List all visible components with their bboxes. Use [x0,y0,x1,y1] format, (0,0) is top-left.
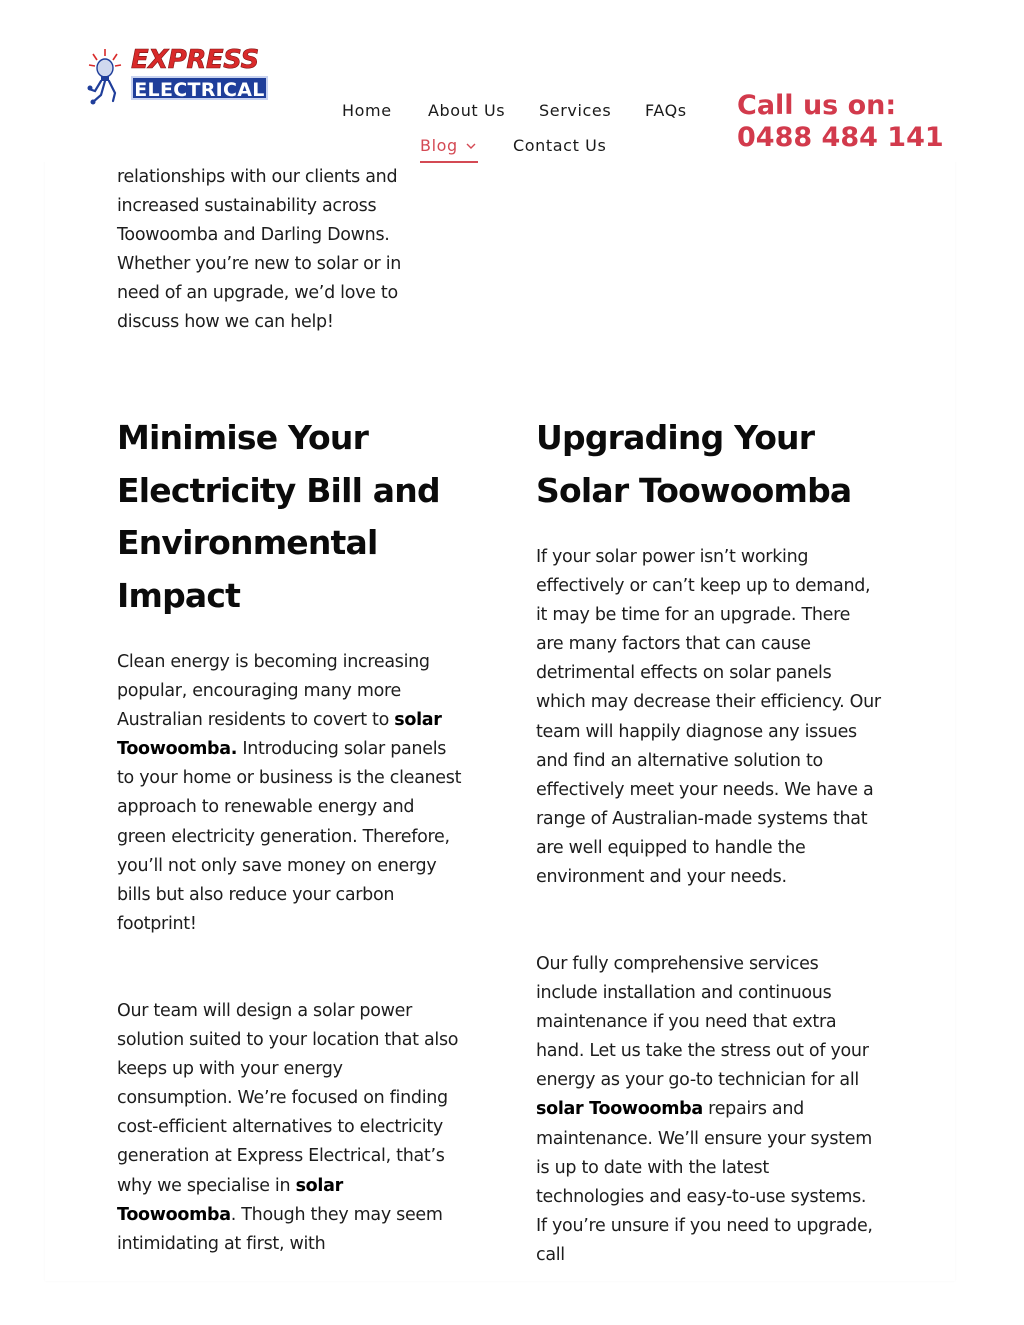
left-p2-text: Our team will design a solar power solution suited to your location that also keeps up with your energy consumption. We’re focused on finding cost-efficient alternatives to electricity generation at Express Electrical, that’s why we specialise in [117,1001,459,1196]
call-us-label: Call us on: [737,90,897,121]
nav-faqs[interactable]: FAQs [645,101,687,120]
right-p2-text: Our fully comprehensive services include installation and continuous maintenance if you need that extra hand. Let us take the stress out of your energy as your go-to technician for all [536,954,869,1091]
express-electrical-logo[interactable] [85,47,271,105]
heading-line: Solar Toowoomba [536,470,852,510]
logo-line-express: EXPRESS [131,45,259,75]
chevron-down-icon[interactable] [466,135,476,159]
left-paragraph-1 [117,648,462,939]
right-p2-bold: solar Toowoomba [536,1099,703,1120]
left-paragraph-2 [117,997,462,1259]
right-paragraph-2 [536,950,881,1270]
nav-blog-label: Blog [420,136,458,155]
heading-line: Upgrading Your [536,418,815,457]
right-p2-text-after: repairs and maintenance. We’ll ensure your system is up to date with the latest technologies and easy-to-use systems. If you’re unsure if you need to upgrade, call [536,1099,873,1265]
site-header [0,0,1024,162]
heading-line: Electricity Bill and [117,470,440,510]
left-p1-text: Clean energy is becoming increasing popular, encouraging many more Australian residents to covert to [117,652,430,731]
intro-line: Whether you’re new to solar or in [117,254,402,275]
intro-line: need of an upgrade, we’d love to [117,283,398,304]
intro-line: increased sustainability across [117,196,377,217]
nav-home[interactable]: Home [342,101,392,120]
left-p1-text-after: Introducing solar panels to your home or business is the cleanest approach to renewable energy and green electricity generation. Therefore, you’ll not only save money on energy bills but also reduce your carbon footprint! [117,739,462,934]
heading-line: Minimise Your [117,418,369,457]
left-p2-text-after: . Though they may seem intimidating at first, with [117,1204,443,1254]
intro-line: relationships with our clients and [117,167,398,187]
intro-line: discuss how we can help! [117,312,334,333]
nav-services[interactable]: Services [539,101,612,120]
nav-blog[interactable] [420,134,476,158]
left-p2-bold: solar Toowoomba [117,1175,343,1225]
nav-about-us[interactable]: About Us [428,101,506,120]
lightbulb-mascot-icon [85,47,131,105]
left-p1-bold: solar Toowoomba. [117,710,442,760]
logo-line-electrical: ELECTRICAL [131,76,268,100]
right-heading [536,412,916,517]
intro-text [117,163,467,338]
phone-number[interactable]: 0488 484 141 [737,122,944,153]
nav-active-underline [420,161,478,163]
left-heading [117,412,477,622]
heading-line: Environmental [117,523,378,562]
heading-line: Impact [117,575,241,615]
call-us-block[interactable] [737,90,967,154]
right-paragraph-1: If your solar power isn’t working effectively or can’t keep up to demand, it may be time for an upgrade. There are many factors that can cause detrimental effects on solar panels which may decrease their efficiency. Our team will happily diagnose any issues and find an alternative solution to effectively meet your needs. We have a range of Australian-made systems that are well equipped to handle the environment and your needs. [536,547,881,888]
intro-line: Toowoomba and Darling Downs. [117,225,390,246]
nav-contact-us[interactable]: Contact Us [513,136,607,155]
